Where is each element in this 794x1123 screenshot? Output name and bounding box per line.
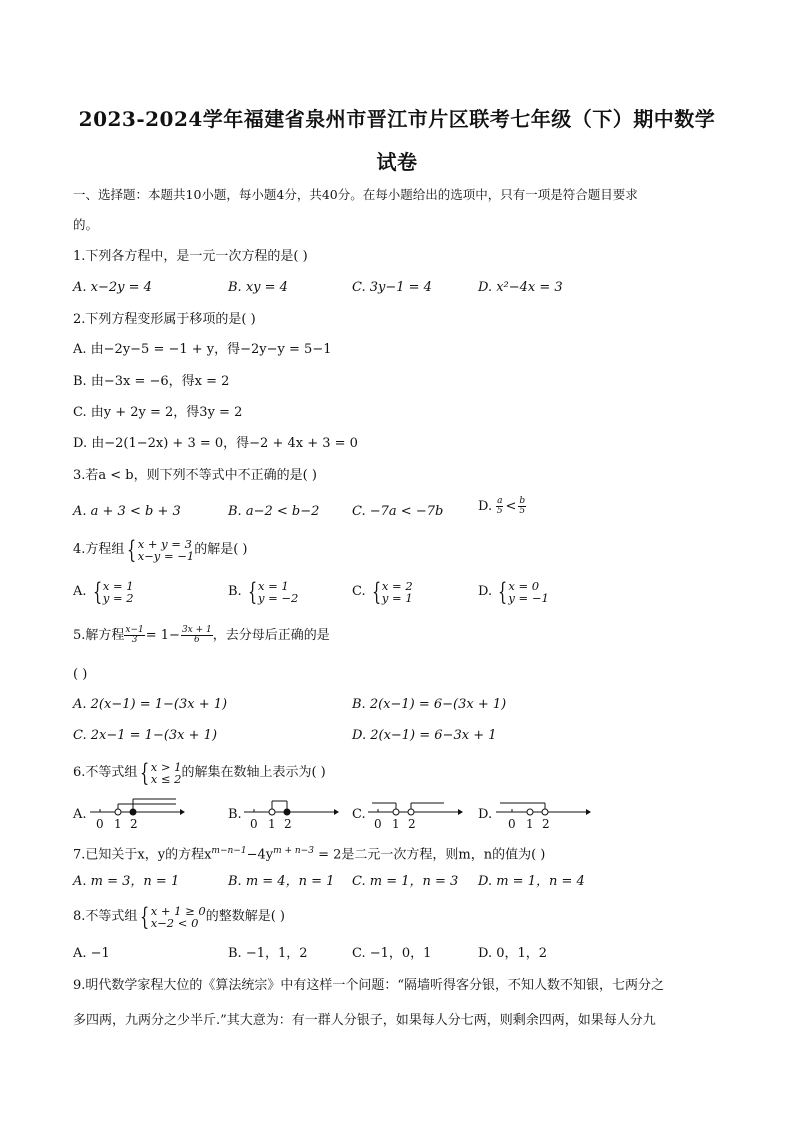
q8-tail: 的整数解是( ) bbox=[205, 909, 285, 924]
fraction-denominator: 5 bbox=[519, 506, 526, 516]
system-row-2: x−y = −1 bbox=[137, 549, 195, 563]
tick-label-0: 0 bbox=[374, 817, 382, 831]
q5-stem bbox=[73, 626, 330, 645]
q4-option-d bbox=[478, 580, 549, 604]
q6-option-d-number-line bbox=[492, 794, 592, 832]
exam-title-line2: 试卷 bbox=[376, 150, 418, 174]
q2-option-d: D. 由−2(1−2x) + 3 = 0，得−2 + 4x + 3 = 0 bbox=[73, 436, 358, 451]
q4-label: 4.方程组 bbox=[73, 542, 125, 557]
fraction-b-over-5 bbox=[518, 497, 526, 516]
q3-option-a: A. a + 3 < b + 3 bbox=[73, 504, 181, 519]
option-label: C. bbox=[352, 584, 366, 599]
q7-option-d: D. m = 1，n = 4 bbox=[478, 874, 585, 889]
q6-stem bbox=[73, 761, 326, 785]
q6-label: 6.不等式组 bbox=[73, 765, 138, 780]
q5-tail: ，去分母后正确的是 bbox=[212, 627, 330, 643]
q5-option-d: D. 2(x−1) = 6−3x + 1 bbox=[352, 728, 497, 743]
system-row-2: y = 1 bbox=[381, 591, 413, 605]
left-brace-icon: { bbox=[140, 903, 150, 931]
q3-option-c: C. −7a < −7b bbox=[352, 504, 444, 519]
q1-option-d: D. x²−4x = 3 bbox=[478, 280, 563, 295]
fraction-numerator: x−1 bbox=[125, 625, 144, 635]
tick-label-0: 0 bbox=[508, 817, 516, 831]
system-row-2: x−2 < 0 bbox=[150, 916, 199, 930]
q2-option-b: B. 由−3x = −6，得x = 2 bbox=[73, 374, 230, 389]
q1-stem: 1.下列各方程中，是一元一次方程的是( ) bbox=[73, 249, 308, 264]
fraction-a-over-5 bbox=[496, 497, 503, 516]
left-brace-icon: { bbox=[140, 759, 150, 787]
q7-option-c: C. m = 1，n = 3 bbox=[352, 874, 459, 889]
q8-label: 8.不等式组 bbox=[73, 909, 138, 924]
q6-option-a-label: A. bbox=[73, 807, 87, 822]
q5-option-c: C. 2x−1 = 1−(3x + 1) bbox=[73, 728, 218, 743]
q4-option-c bbox=[352, 580, 413, 604]
q8-stem bbox=[73, 905, 285, 929]
tick-label-2: 2 bbox=[408, 817, 416, 831]
system-row-2: x ≤ 2 bbox=[150, 772, 182, 786]
system-row-1: x > 1 bbox=[150, 760, 182, 774]
q7-exponent-2: m + n−3 bbox=[273, 846, 314, 856]
q3-option-d-label: D. bbox=[478, 498, 493, 514]
q1-option-c: C. 3y−1 = 4 bbox=[352, 280, 432, 295]
tick-label-2: 2 bbox=[130, 817, 138, 831]
q6-option-d-label: D. bbox=[478, 807, 493, 822]
q7-stem-middle: −4y bbox=[246, 847, 274, 863]
system-row-1: x + y = 3 bbox=[137, 537, 192, 551]
q7-stem-start: 7.已知关于x，y的方程x bbox=[73, 847, 212, 863]
q2-option-a: A. 由−2y−5 = −1 + y，得−2y−y = 5−1 bbox=[73, 342, 332, 357]
section-instructions-line2: 的。 bbox=[73, 217, 99, 232]
fraction-numerator: 3x + 1 bbox=[181, 625, 212, 635]
q8-option-c: C. −1，0，1 bbox=[352, 946, 432, 961]
left-brace-icon: { bbox=[498, 578, 508, 606]
q5-middle: = 1− bbox=[145, 627, 180, 643]
tick-label-2: 2 bbox=[284, 817, 292, 831]
q2-stem: 2.下列方程变形属于移项的是( ) bbox=[73, 312, 256, 327]
q5-label: 5.解方程 bbox=[73, 627, 125, 643]
option-label: D. bbox=[478, 584, 493, 599]
q4-tail: 的解是( ) bbox=[194, 542, 248, 557]
system-row-1: x = 1 bbox=[102, 579, 134, 593]
system-row-1: x = 2 bbox=[381, 579, 413, 593]
system-row-1: x = 1 bbox=[257, 579, 289, 593]
fraction-numerator: a bbox=[497, 496, 503, 506]
q5-option-b: B. 2(x−1) = 6−(3x + 1) bbox=[352, 697, 507, 712]
q8-option-b: B. −1，1，2 bbox=[228, 946, 308, 961]
q1-option-b: B. xy = 4 bbox=[228, 280, 288, 295]
system-row-2: y = −2 bbox=[257, 591, 299, 605]
q5-option-a: A. 2(x−1) = 1−(3x + 1) bbox=[73, 697, 228, 712]
q5-paren: ( ) bbox=[73, 667, 88, 682]
q3-option-d bbox=[478, 497, 526, 516]
tick-label-1: 1 bbox=[392, 817, 400, 831]
tick-label-1: 1 bbox=[526, 817, 534, 831]
left-brace-icon: { bbox=[371, 578, 381, 606]
exam-title-line1: 2023-2024学年福建省泉州市晋江市片区联考七年级（下）期中数学 bbox=[78, 107, 716, 131]
fraction-x-minus-1-over-3 bbox=[124, 626, 144, 645]
inequality-system bbox=[137, 761, 181, 785]
tick-label-0: 0 bbox=[250, 817, 258, 831]
tick-label-1: 1 bbox=[114, 817, 122, 831]
fraction-denominator: 5 bbox=[496, 506, 503, 516]
left-brace-icon: { bbox=[127, 536, 137, 564]
fraction-denominator: 3 bbox=[131, 635, 138, 645]
q6-option-c-number-line bbox=[364, 794, 464, 832]
fraction-denominator: 6 bbox=[193, 635, 200, 645]
tick-label-0: 0 bbox=[96, 817, 104, 831]
option-label: A. bbox=[73, 584, 87, 599]
tick-label-2: 2 bbox=[542, 817, 550, 831]
less-than-sign: < bbox=[505, 498, 517, 514]
q7-option-b: B. m = 4，n = 1 bbox=[228, 874, 335, 889]
q6-option-b-number-line bbox=[240, 794, 340, 832]
q4-stem bbox=[73, 538, 248, 562]
system-row-2: y = −1 bbox=[508, 591, 549, 605]
fraction-3x-plus-1-over-6 bbox=[181, 626, 213, 645]
option-label: B. bbox=[228, 584, 242, 599]
left-brace-icon: { bbox=[92, 578, 102, 606]
equation-system bbox=[124, 538, 194, 562]
q6-option-a-number-line bbox=[86, 794, 186, 832]
q7-option-a: A. m = 3，n = 1 bbox=[73, 874, 180, 889]
q7-stem-end: = 2是二元一次方程，则m，n的值为( ) bbox=[313, 847, 546, 863]
q4-option-a bbox=[73, 580, 134, 604]
q8-option-a: A. −1 bbox=[73, 946, 110, 961]
q9-line2: 多四两，九两分之少半斤.”其大意为：有一群人分银子，如果每人分七两，则剩余四两，如果每人分九 bbox=[73, 1013, 656, 1028]
q8-option-d: D. 0，1，2 bbox=[478, 946, 548, 961]
q6-tail: 的解集在数轴上表示为( ) bbox=[181, 765, 326, 780]
inequality-system bbox=[137, 905, 205, 929]
tick-label-1: 1 bbox=[268, 817, 276, 831]
system-row-2: y = 2 bbox=[102, 591, 134, 605]
q1-option-a: A. x−2y = 4 bbox=[73, 280, 152, 295]
system-row-1: x + 1 ≥ 0 bbox=[150, 904, 206, 918]
q7-exponent-1: m−n−1 bbox=[211, 846, 247, 856]
q3-option-b: B. a−2 < b−2 bbox=[228, 504, 320, 519]
system-row-1: x = 0 bbox=[508, 579, 540, 593]
left-brace-icon: { bbox=[247, 578, 257, 606]
q2-option-c: C. 由y + 2y = 2，得3y = 2 bbox=[73, 405, 243, 420]
q4-option-b bbox=[228, 580, 298, 604]
q6-option-c-label: C. bbox=[352, 807, 366, 822]
q3-stem: 3.若a < b，则下列不等式中不正确的是( ) bbox=[73, 468, 317, 483]
q9-line1: 9.明代数学家程大位的《算法统宗》中有这样一个问题：“隔墙听得客分银，不知人数不知银，七两分之 bbox=[73, 978, 665, 993]
q7-stem bbox=[73, 842, 545, 864]
q6-option-b-label: B. bbox=[228, 807, 242, 822]
fraction-numerator: b bbox=[519, 496, 526, 506]
section-instructions-line1: 一、选择题：本题共10小题，每小题4分，共40分。在每小题给出的选项中，只有一项是符合题目要求 bbox=[73, 187, 638, 202]
